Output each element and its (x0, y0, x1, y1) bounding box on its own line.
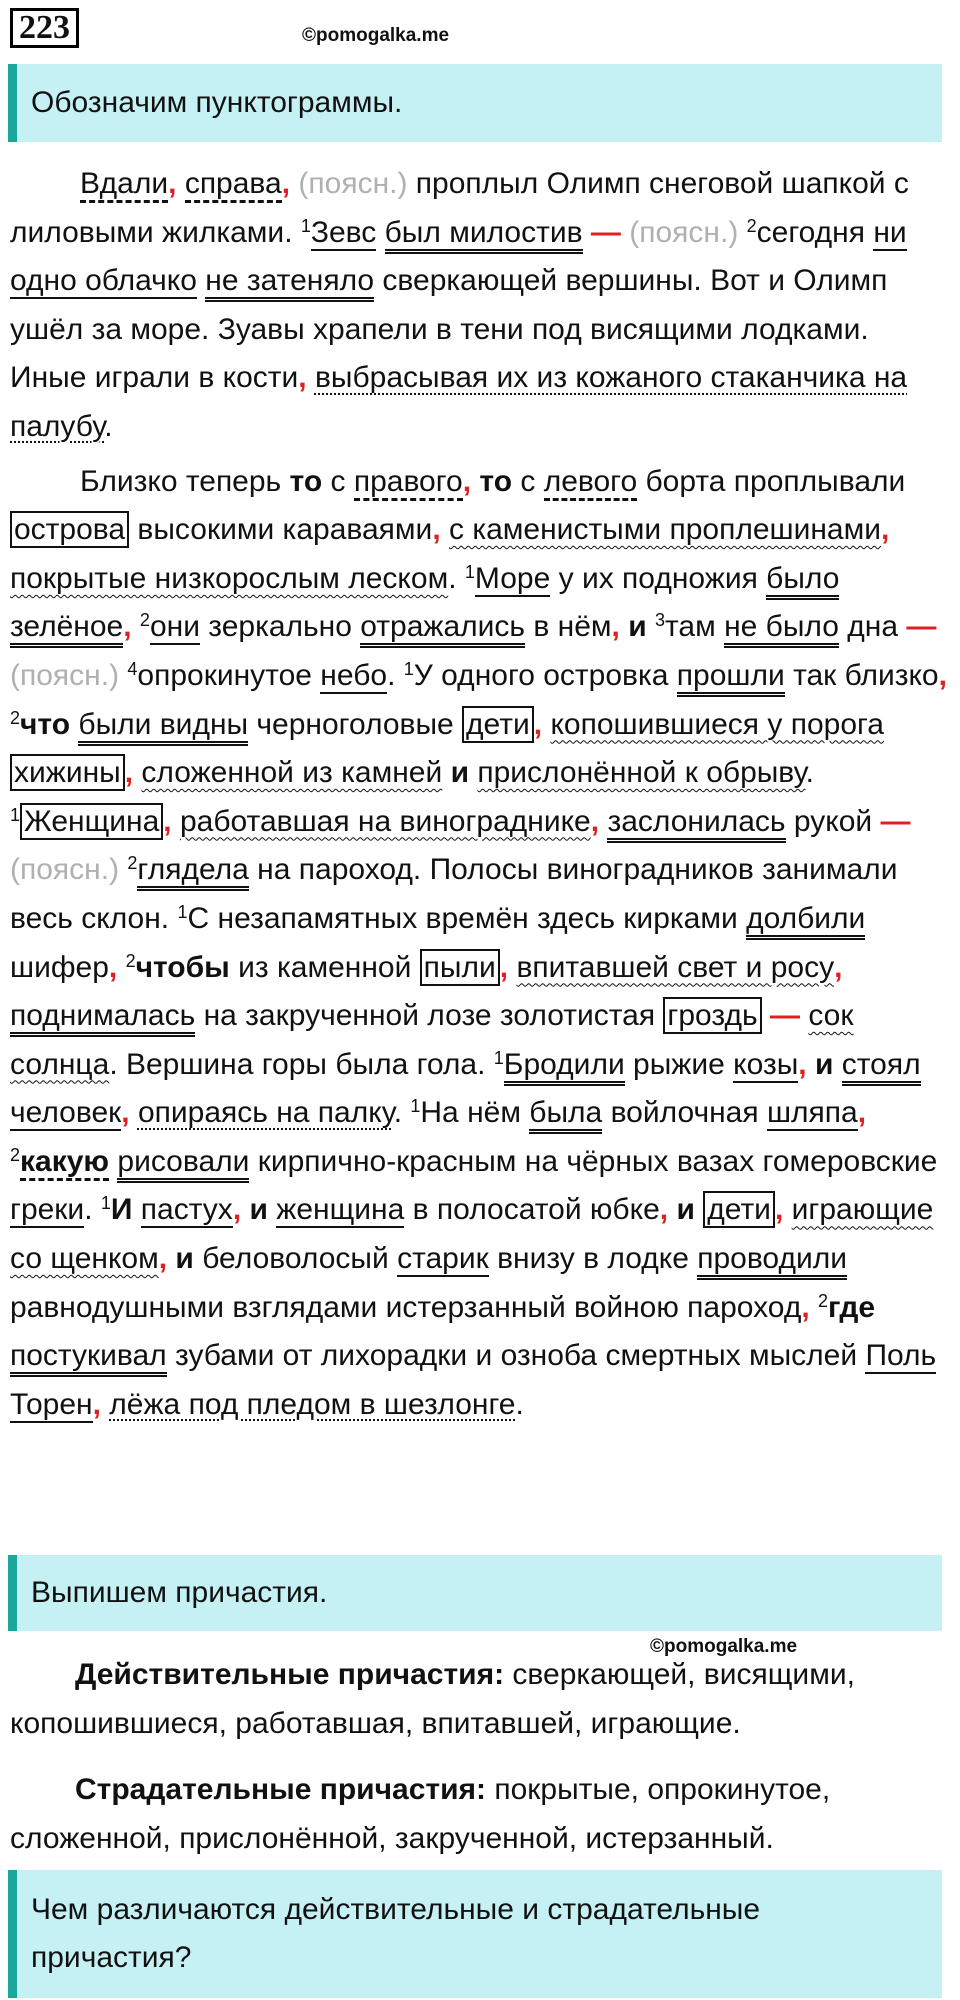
header-participles (8, 1555, 942, 1631)
watermark: ©pomogalka.me (302, 25, 450, 46)
header-question (8, 1870, 942, 1998)
header-text: Выпишем причастия. (31, 1576, 328, 1609)
paragraph-1: Вдали, справа, (поясн.) проплыл Олимп снеговой шапкой с лиловыми жилками. $^1$Зевс был милостив — (поясн.) $^2$сегодня ни одно облачко не затеняло сверкающей вершины. Вот и Олимп ушёл за море. Зуавы храпели в тени под висящими лодками. Иные играли в кости, выбрасывая их из кожаного стаканчика на палубу. (10, 167, 909, 443)
passive-label: Страдательные причастия: (75, 1773, 487, 1807)
header-text: Чем различаются действительные и страдательные причастия? (31, 1893, 761, 1974)
active-participles (10, 1651, 950, 1748)
header-punctuation (8, 64, 942, 142)
text-body (10, 160, 950, 1429)
paragraph-2: Близко теперь то с правого, то с левого борта проплывали острова высокими караваями, с каменистыми проплешинами, покрытые низкорослым леском. $^1$Море у их подножия было зелёное, $^2$они зеркально отражались в нём, и $^3$там не было дна — (поясн.) $^4$опрокинутое небо. $^1$У одного островка прошли так близко, $^2$что были видны черноголовые дети , копошившиеся у порога хижины , сложенной из камней и прислонённой к обрыву. $^1$ Женщина , работавшая на винограднике, заслонилась рукой — (поясн.) $^2$глядела на пароход. Полосы виноградников занимали весь склон. $^1$С незапамятных времён здесь кирками долбили шифер, $^2$чтобы из каменной пыли , впитавшей свет и росу, поднималась на закрученной лозе золотистая гроздь — сок солнца. Вершина горы была гола. $^1$Бродили рыжие козы, и стоял человек, опираясь на палку. $^1$На нём была войлочная шляпа, $^2$какую рисовали кирпично-красным на чёрных вазах гомеровские греки. $^1$И пастух, и женщина в полосатой юбке, и дети , играющие со щенком, и беловолосый старик внизу в лодке проводили равнодушными взглядами истерзанный войною пароход, $^2$где постукивал зубами от лихорадки и озноба смертных мыслей Поль Торен, лёжа под пледом в шезлонге. (10, 464, 947, 1421)
active-list: сверкающей, висящими, копошившиеся, работавшая, впитавшей, играющие. (10, 1658, 855, 1740)
exercise-number: 223 (10, 8, 79, 48)
passive-participles (10, 1766, 950, 1863)
participles-list (10, 1651, 950, 1863)
header-text: Обозначим пунктограммы. (31, 86, 403, 119)
watermark: ©pomogalka.me (650, 1636, 798, 1657)
passive-list: покрытые, опрокинутое, сложенной, прислонённой, закрученной, истерзанный. (10, 1773, 831, 1855)
active-label: Действительные причастия: (75, 1658, 505, 1691)
